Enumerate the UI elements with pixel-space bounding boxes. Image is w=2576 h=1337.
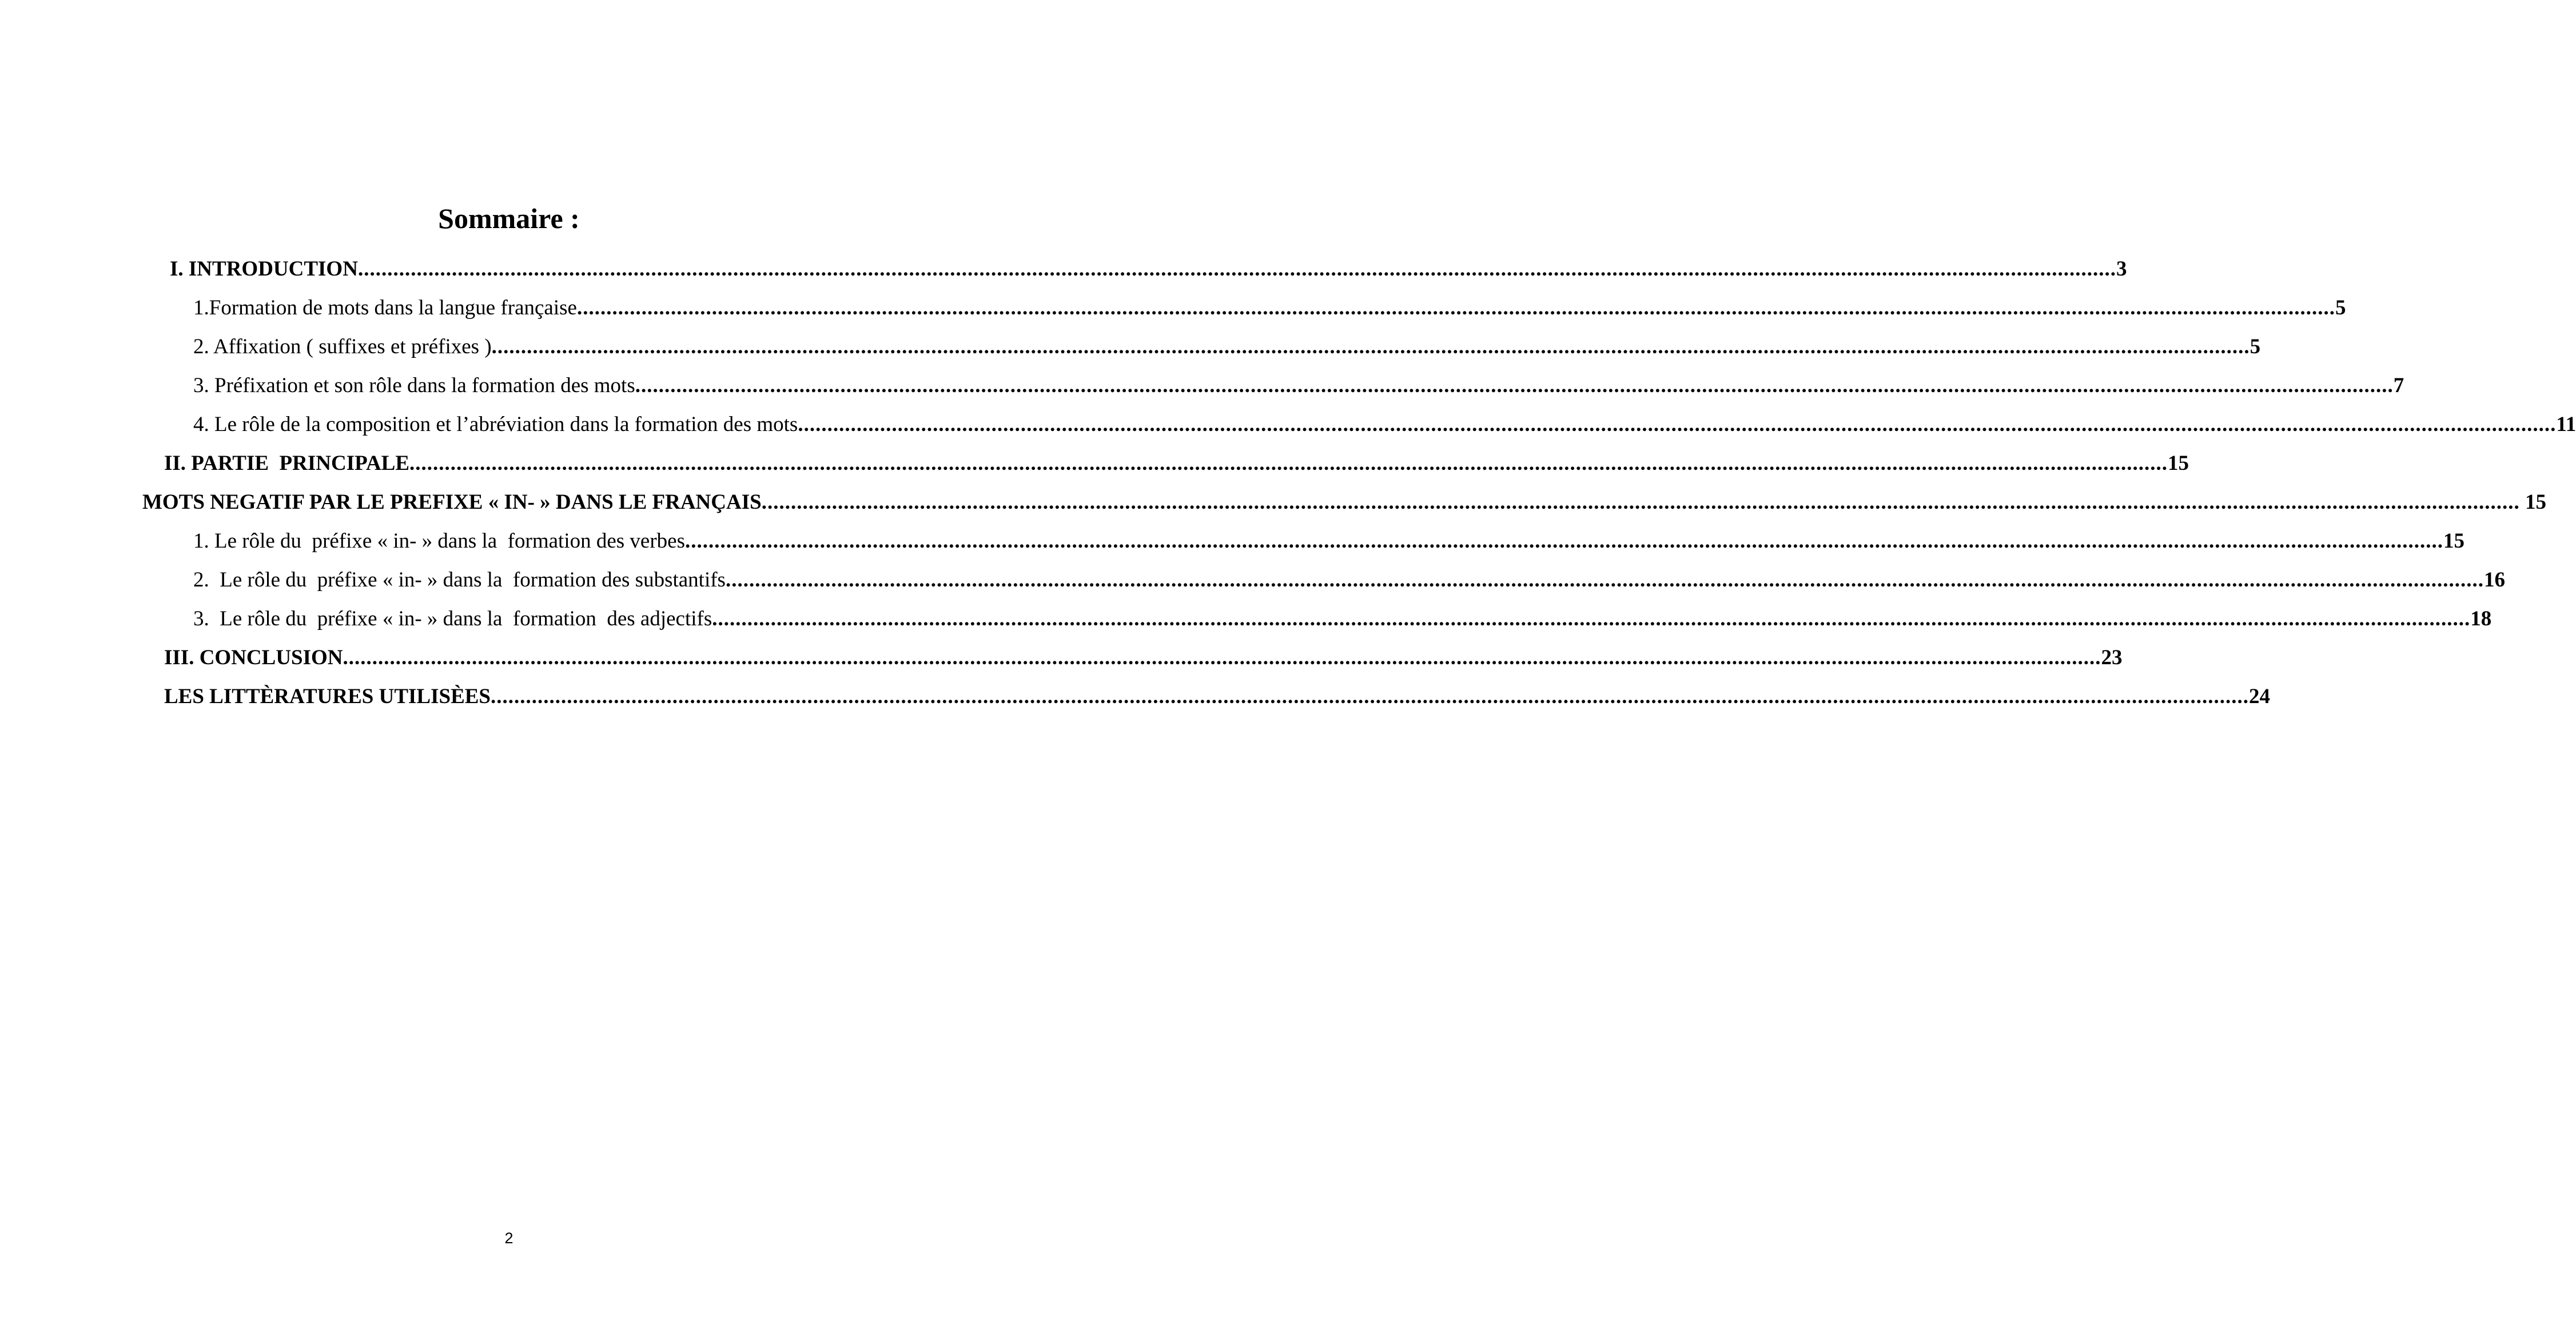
toc-entry-page-number: 16 [2483, 568, 2505, 592]
toc-entry-label: II. PARTIE PRINCIPALE [164, 452, 410, 475]
toc-entry-page-number: 5 [2335, 296, 2346, 320]
toc-entry-page-number: 18 [2470, 607, 2492, 630]
toc-entry-label: 3. Préfixation et son rôle dans la formation des mots [193, 374, 635, 397]
toc-entry-page-number: 15 [2168, 452, 2189, 475]
toc-entry-label: 4. Le rôle de la composition et l’abréviation dans la formation des mots [193, 413, 798, 436]
toc-entry-prefixation[interactable] [193, 372, 2404, 400]
toc-entry-label: III. CONCLUSION [164, 646, 343, 669]
toc-entry-introduction[interactable] [170, 255, 2127, 284]
toc-entry-affixation[interactable] [193, 333, 2261, 361]
toc-entry-litteratures[interactable] [164, 683, 2271, 711]
toc-leader-dots: ............................................................................................................................................................................................................................................................................................................ [491, 685, 2249, 708]
toc-entry-page-number: 3 [2116, 257, 2127, 281]
toc-entry-label: LES LITTÈRATURES UTILISÈES [164, 685, 491, 708]
toc-entry-label: 1. Le rôle du préfixe « in- » dans la formation des verbes [193, 529, 685, 553]
toc-entry-page-number: 15 [2519, 490, 2546, 514]
toc-leader-dots: ............................................................................................................................................................................................................................................................................................................ [761, 490, 2520, 514]
toc-leader-dots: ............................................................................................................................................................................................................................................................................................................ [491, 335, 2250, 358]
toc-entry-role-prefixe-adjectifs[interactable] [193, 605, 2492, 633]
toc-entry-page-number: 23 [2101, 646, 2123, 669]
toc-title: Sommaire : [438, 202, 580, 234]
toc-entry-page-number: 11 [2556, 413, 2576, 436]
toc-leader-dots: ............................................................................................................................................................................................................................................................................................................ [343, 646, 2101, 669]
toc-leader-dots: ............................................................................................................................................................................................................................................................................................................ [684, 529, 2443, 553]
toc-entry-page-number: 5 [2249, 335, 2261, 358]
toc-entry-page-number: 7 [2393, 374, 2404, 397]
toc-entry-composition-abreviation[interactable] [193, 410, 2576, 439]
toc-leader-dots: ............................................................................................................................................................................................................................................................................................................ [798, 413, 2557, 436]
toc-entry-page-number: 24 [2249, 685, 2271, 708]
toc-entry-role-prefixe-verbes[interactable] [193, 527, 2464, 556]
toc-entry-formation-de-mots[interactable] [193, 294, 2346, 322]
toc-entry-label: 2. Le rôle du préfixe « in- » dans la formation des substantifs [193, 568, 726, 592]
toc-entry-mots-negatif[interactable] [142, 488, 2546, 517]
toc-entry-label: 1.Formation de mots dans la langue française [193, 296, 577, 320]
toc-leader-dots: ............................................................................................................................................................................................................................................................................................................ [635, 374, 2394, 397]
toc-entry-label: 2. Affixation ( suffixes et préfixes ) [193, 335, 492, 358]
toc-leader-dots: ............................................................................................................................................................................................................................................................................................................ [357, 257, 2116, 281]
toc-entry-partie-principale[interactable] [164, 449, 2189, 478]
toc-leader-dots: ............................................................................................................................................................................................................................................................................................................ [576, 296, 2335, 320]
toc-entry-label: 3. Le rôle du préfixe « in- » dans la formation des adjectifs [193, 607, 712, 630]
toc-entry-role-prefixe-substantifs[interactable] [193, 566, 2505, 594]
footer-page-number: 2 [504, 1230, 513, 1247]
toc-leader-dots: ............................................................................................................................................................................................................................................................................................................ [409, 452, 2168, 475]
toc-leader-dots: ............................................................................................................................................................................................................................................................................................................ [725, 568, 2484, 592]
toc-entry-label: MOTS NEGATIF PAR LE PREFIXE « IN- » DANS LE FRANÇAIS [142, 490, 762, 514]
toc-leader-dots: ............................................................................................................................................................................................................................................................................................................ [712, 607, 2471, 630]
toc-entry-page-number: 15 [2443, 529, 2464, 553]
toc-entry-conclusion[interactable] [164, 644, 2123, 672]
toc-entry-label: I. INTRODUCTION [170, 257, 358, 281]
